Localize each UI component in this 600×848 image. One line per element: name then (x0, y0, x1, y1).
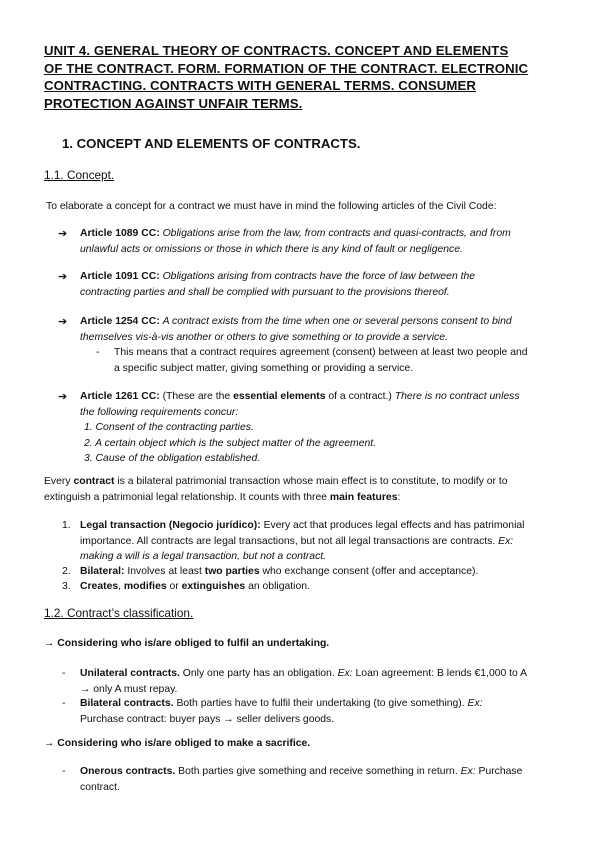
article-1089: Article 1089 CC: Obligations arise from the law, from contracts and quasi-contracts, and from unlawful acts or omissions or those in which there is any kind of fault or negligence. (80, 228, 511, 255)
intro-paragraph: To elaborate a concept for a contract we must have in mind the following articles of the Civil Code: (46, 201, 497, 212)
section-heading-1: 1. CONCEPT AND ELEMENTS OF CONTRACTS. (62, 136, 361, 151)
onerous-contracts-item: Onerous contracts. Both parties give something and receive something in return. Ex: Purchase contract. (80, 766, 523, 793)
feature-number: 3. (62, 581, 71, 592)
bilateral-contracts-item: Bilateral contracts. Both parties have to fulfil their undertaking (to give something). Ex: Purchase contract: buyer pays → seller delivers goods. (80, 698, 483, 725)
subsection-heading-1-1: 1.1. Concept. (44, 168, 115, 182)
definition-paragraph: Every contract is a bilateral patrimonial transaction whose main effect is to constitute, to modify or to extinguish a patrimonial legal relationship. It counts with three main features: (44, 476, 508, 503)
criterion-heading-undertaking: → Considering who is/are obliged to fulfil an undertaking. (44, 638, 330, 649)
criterion-heading-sacrifice: → Considering who is/are obliged to make a sacrifice. (44, 738, 311, 749)
dash-bullet-icon: - (62, 698, 66, 709)
feature-bilateral: Bilateral: Involves at least two parties who exchange consent (offer and acceptance). (80, 566, 479, 577)
article-1254: Article 1254 CC: A contract exists from the time when one or several persons consent to bind themselves vis-à-vis another or others to give something or to provide a service. (80, 316, 512, 343)
subsection-heading-1-2: 1.2. Contract’s classification. (44, 606, 194, 620)
unilateral-contracts-item: Unilateral contracts. Only one party has an obligation. Ex: Loan agreement: B lends €1,000 to A → only A must repay. (80, 668, 528, 695)
arrow-bullet-icon: ➔ (58, 391, 68, 403)
dash-bullet-icon: - (62, 668, 66, 679)
feature-number: 2. (62, 566, 71, 577)
dash-bullet-icon: - (96, 347, 100, 358)
dash-bullet-icon: - (62, 766, 66, 777)
article-1091: Article 1091 CC: Obligations arising from contracts have the force of law between the contracting parties and shall be complied with pursuant to the provisions thereof. (80, 271, 476, 298)
feature-number: 1. (62, 520, 71, 531)
arrow-bullet-icon: ➔ (58, 316, 68, 328)
article-1261: Article 1261 CC: (These are the essential elements of a contract.) There is no contract unless the following requirements concur: 1. Consent of the contracting parties. 2. A certain object which is the subject matter of the agreement. 3. Cause of the obligation established. (80, 391, 520, 464)
page-title: UNIT 4. GENERAL THEORY OF CONTRACTS. CONCEPT AND ELEMENTS OF THE CONTRACT. FORM. FORMATION OF THE CONTRACT. ELECTRONIC CONTRACTING. CONTRACTS WITH GENERAL TERMS. CONSUMER PROTECTION AGAINST UNFAIR TERMS. (44, 43, 529, 111)
arrow-bullet-icon: ➔ (58, 228, 68, 240)
feature-legal-transaction: Legal transaction (Negocio jurídico): Every act that produces legal effects and has patrimonial importance. All contracts are legal transactions, but not all legal transactions are contracts. Ex: making a will is a legal transaction, but not a contract. (80, 520, 525, 562)
arrow-bullet-icon: ➔ (58, 271, 68, 283)
article-1254-note: This means that a contract requires agreement (consent) between at least two people and a specific subject matter, giving something or providing a service. (114, 347, 528, 374)
feature-effects: Creates, modifies or extinguishes an obligation. (80, 581, 310, 592)
